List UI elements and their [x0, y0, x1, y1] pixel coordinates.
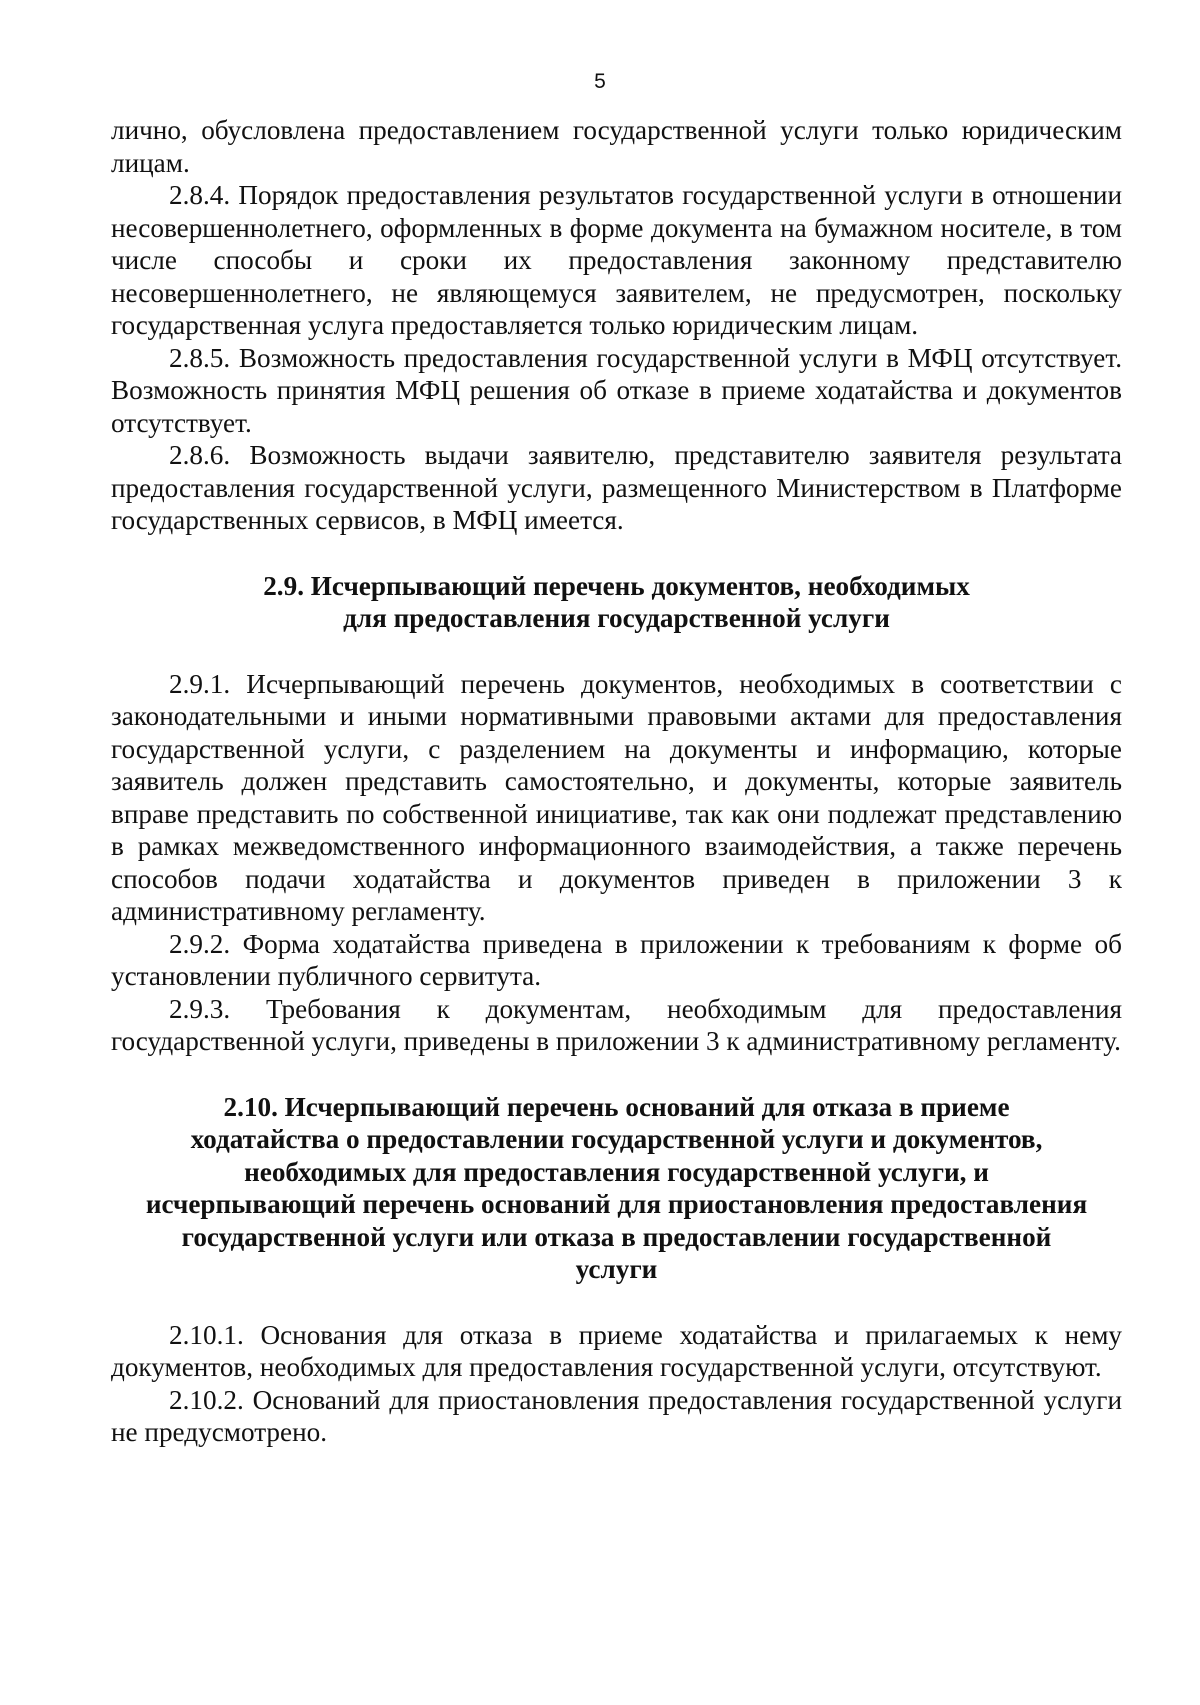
- document-body: [111, 114, 1122, 1449]
- section-heading-2-10-line: исчерпывающий перечень оснований для приостановления предоставления: [145, 1189, 1088, 1219]
- paragraph-2-9-2: 2.9.2. Форма ходатайства приведена в приложении к требованиям к форме об установлении публичного сервитута.: [111, 928, 1122, 991]
- paragraph-2-9-3: 2.9.3. Требования к документам, необходимым для предоставления государственной услуги, приведены в приложении 3 к административному регламенту.: [111, 993, 1122, 1056]
- section-heading-2-10-line: государственной услуги или отказа в предоставлении государственной: [181, 1221, 1052, 1252]
- paragraph-2-8-4: 2.8.4. Порядок предоставления результатов государственной услуги в отношении несовершеннолетнего, оформленных в форме документа на бумажном носителе, в том числе способы и сроки их предоставления законному представителю несовершеннолетнего, не являющемуся заявителем, не предусмотрен, поскольку государственная услуга предоставляется только юридическим лицам.: [111, 180, 1122, 340]
- paragraph-2-10-1: 2.10.1. Основания для отказа в приеме ходатайства и прилагаемых к нему документов, необходимых для предоставления государственной услуги, отсутствуют.: [111, 1319, 1122, 1382]
- section-heading-2-10-line: необходимых для предоставления государственной услуги, и: [244, 1156, 989, 1187]
- paragraph-2-8-5: 2.8.5. Возможность предоставления государственной услуги в МФЦ отсутствует. Возможность принятия МФЦ решения об отказе в приеме ходатайства и документов отсутствует.: [111, 342, 1122, 438]
- paragraph-2-8-6: 2.8.6. Возможность выдачи заявителю, представителю заявителя результата предоставления государственной услуги, размещенного Министерством в Платформе государственных сервисов, в МФЦ имеется.: [111, 440, 1122, 535]
- paragraph-2-10-2: 2.10.2. Оснований для приостановления предоставления государственной услуги не предусмотрено.: [111, 1384, 1122, 1447]
- paragraph-2-9-1: 2.9.1. Исчерпывающий перечень документов, необходимых в соответствии с законодательными и иными нормативными правовыми актами для предоставления государственной услуги, с разделением на документы и информацию, которые заявитель должен представить самостоятельно, и документы, которые заявитель вправе представить по собственной инициативе, так как они подлежат представлению в рамках межведомственного информационного взаимодействия, а также перечень способов подачи ходатайства и документов приведен в приложении 3 к административному регламенту.: [111, 668, 1122, 926]
- section-heading-2-9-line: 2.9. Исчерпывающий перечень документов, необходимых: [263, 570, 970, 601]
- section-heading-2-10-line: ходатайства о предоставлении государственной услуги и документов,: [190, 1124, 1043, 1154]
- section-heading-2-10: [111, 1091, 1122, 1286]
- section-heading-2-10-line: услуги: [575, 1254, 658, 1284]
- section-heading-2-9: [111, 570, 1122, 635]
- section-heading-2-10-line: 2.10. Исчерпывающий перечень оснований для отказа в приеме: [223, 1091, 1010, 1122]
- section-heading-2-9-line: для предоставления государственной услуги: [343, 603, 890, 633]
- paragraph-continuation: лично, обусловлена предоставлением государственной услуги только юридическим лицам.: [111, 115, 1122, 178]
- page-number: 5: [594, 70, 606, 93]
